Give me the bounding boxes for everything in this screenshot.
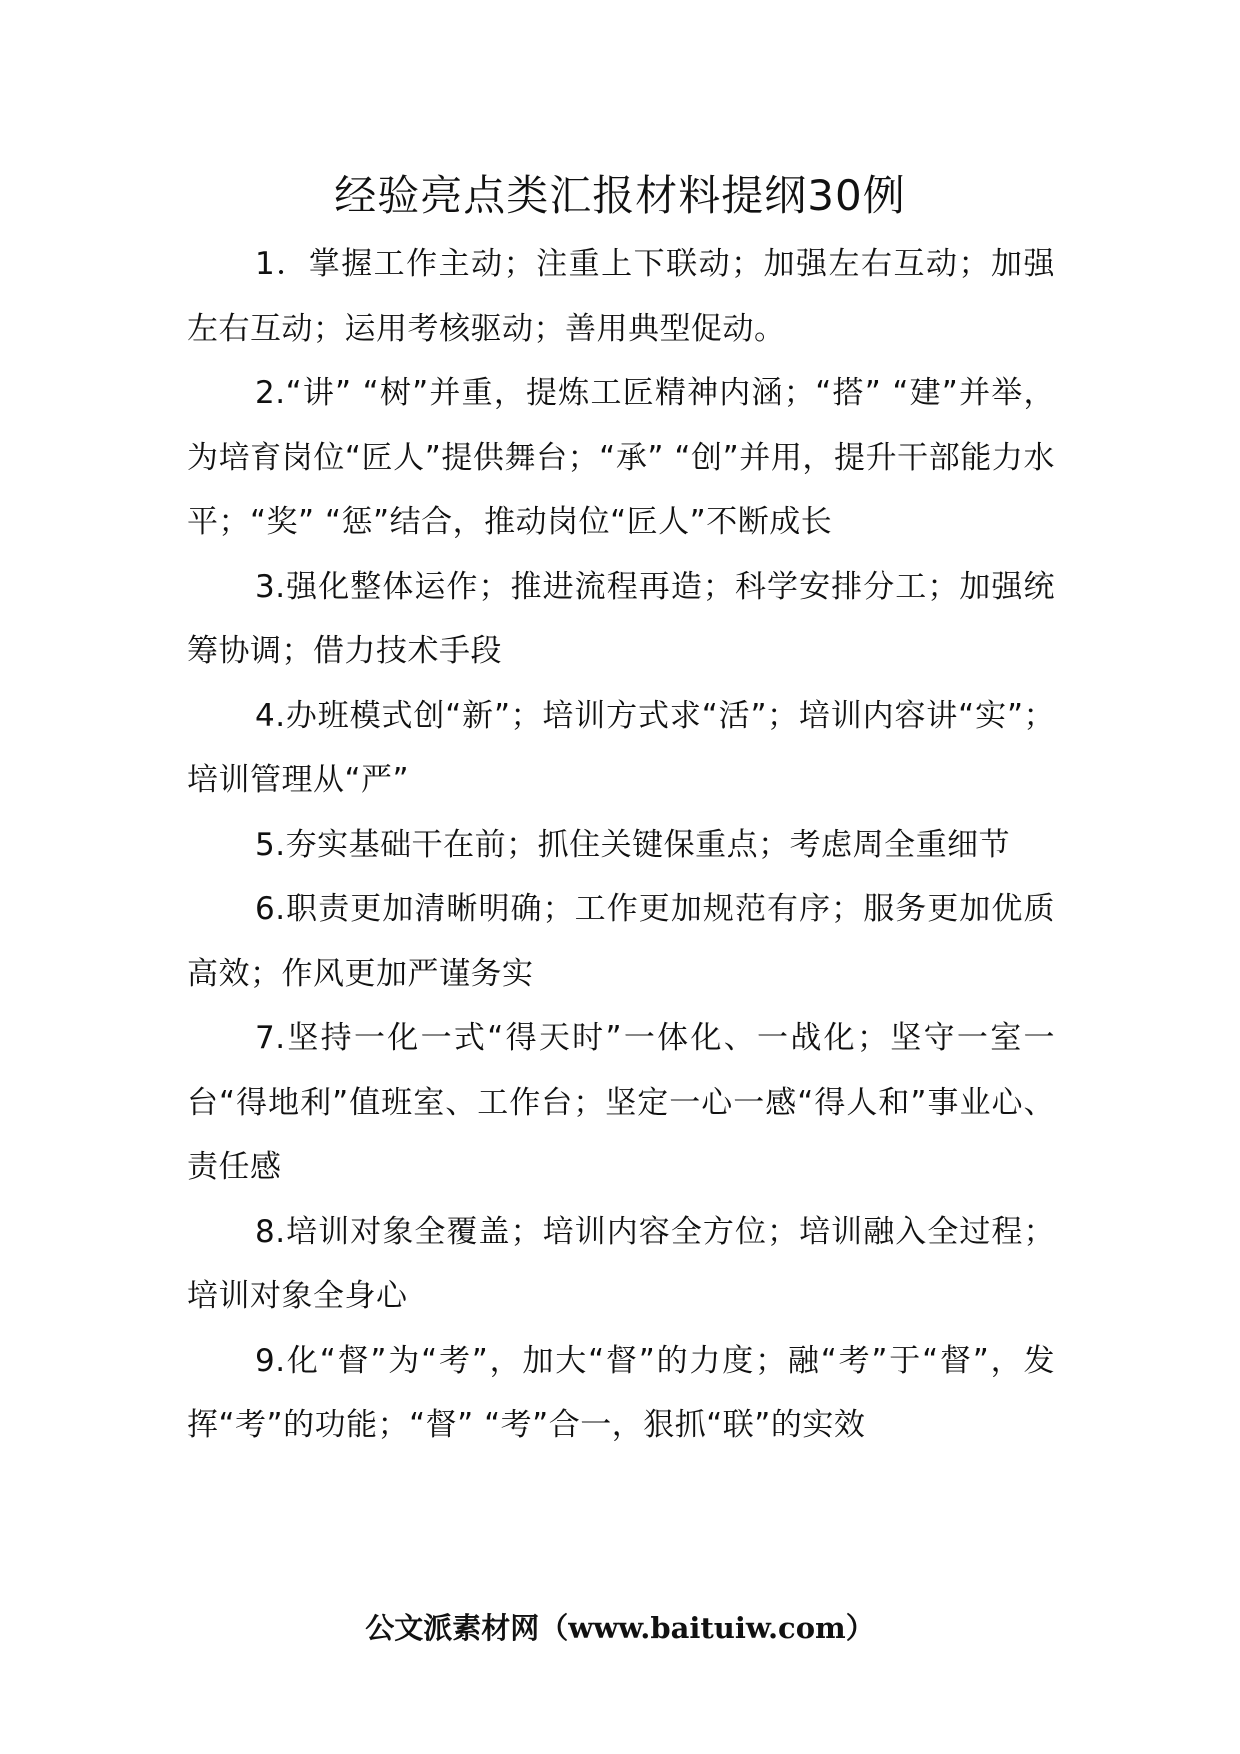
paragraph-2: 2.“讲” “树”并重，提炼工匠精神内涵；“搭” “建”并举，为培育岗位“匠人”提供舞台；“承” “创”并用，提升干部能力水平；“奖” “惩”结合，推动岗位“匠人”不断成长	[187, 375, 1055, 540]
footer-source-text: 公文派素材网（www.baituiw.com）	[365, 1611, 875, 1645]
document-title: 经验亮点类汇报材料提纲30例	[334, 171, 906, 220]
paragraph-7: 7.坚持一化一式“得天时”一体化、一战化；坚守一室一台“得地利”值班室、工作台；坚定一心一感“得人和”事业心、责任感	[187, 1020, 1055, 1185]
paragraph-6: 6.职责更加清晰明确；工作更加规范有序；服务更加优质高效；作风更加严谨务实	[187, 891, 1055, 992]
paragraph-5: 5.夯实基础干在前；抓住关键保重点；考虑周全重细节	[255, 826, 1011, 863]
paragraph-9: 9.化“督”为“考”，加大“督”的力度；融“考”于“督”，发挥“考”的功能；“督” “考”合一，狠抓“联”的实效	[187, 1342, 1055, 1443]
paragraph-3: 3.强化整体运作；推进流程再造；科学安排分工；加强统筹协调；借力技术手段	[187, 568, 1055, 669]
paragraph-1: 1．掌握工作主动；注重上下联动；加强左右互动；加强左右互动；运用考核驱动；善用典型促动。	[187, 246, 1055, 347]
paragraph-8: 8.培训对象全覆盖；培训内容全方位；培训融入全过程；培训对象全身心	[187, 1213, 1055, 1314]
paragraph-4: 4.办班模式创“新”；培训方式求“活”；培训内容讲“实”；培训管理从“严”	[187, 697, 1055, 798]
document-body	[187, 232, 1055, 1458]
